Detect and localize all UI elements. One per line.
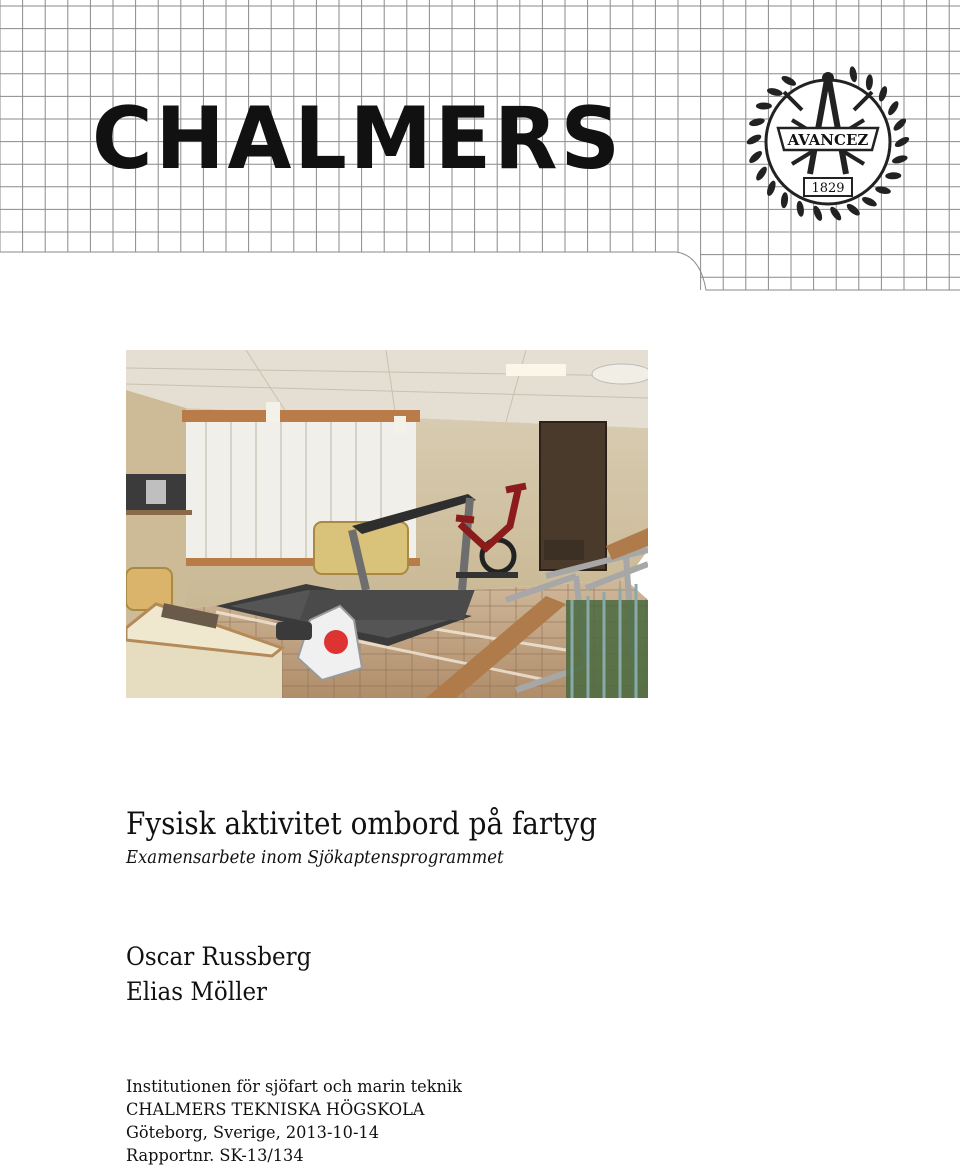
seal-year: 1829 — [811, 181, 845, 196]
document-subtitle: Examensarbete inom Sjökaptensprogrammet — [126, 848, 504, 868]
author-name: Elias Möller — [126, 977, 268, 1006]
department-name: Institutionen för sjöfart och marin teknik — [126, 1077, 462, 1097]
school-name: CHALMERS TEKNISKA HÖGSKOLA — [126, 1100, 425, 1120]
place-and-date: Göteborg, Sverige, 2013-10-14 — [126, 1123, 379, 1143]
document-title: Fysisk aktivitet ombord på fartyg — [126, 806, 598, 842]
seal-motto: AVANCEZ — [787, 131, 869, 149]
chalmers-logo-text: CHALMERS — [92, 89, 623, 189]
chalmers-seal-icon — [742, 62, 914, 222]
author-name: Oscar Russberg — [126, 942, 312, 971]
report-number: Rapportnr. SK-13/134 — [126, 1146, 304, 1166]
cover-photo-gym-room — [126, 350, 648, 698]
grid-edge-curve — [0, 252, 960, 290]
